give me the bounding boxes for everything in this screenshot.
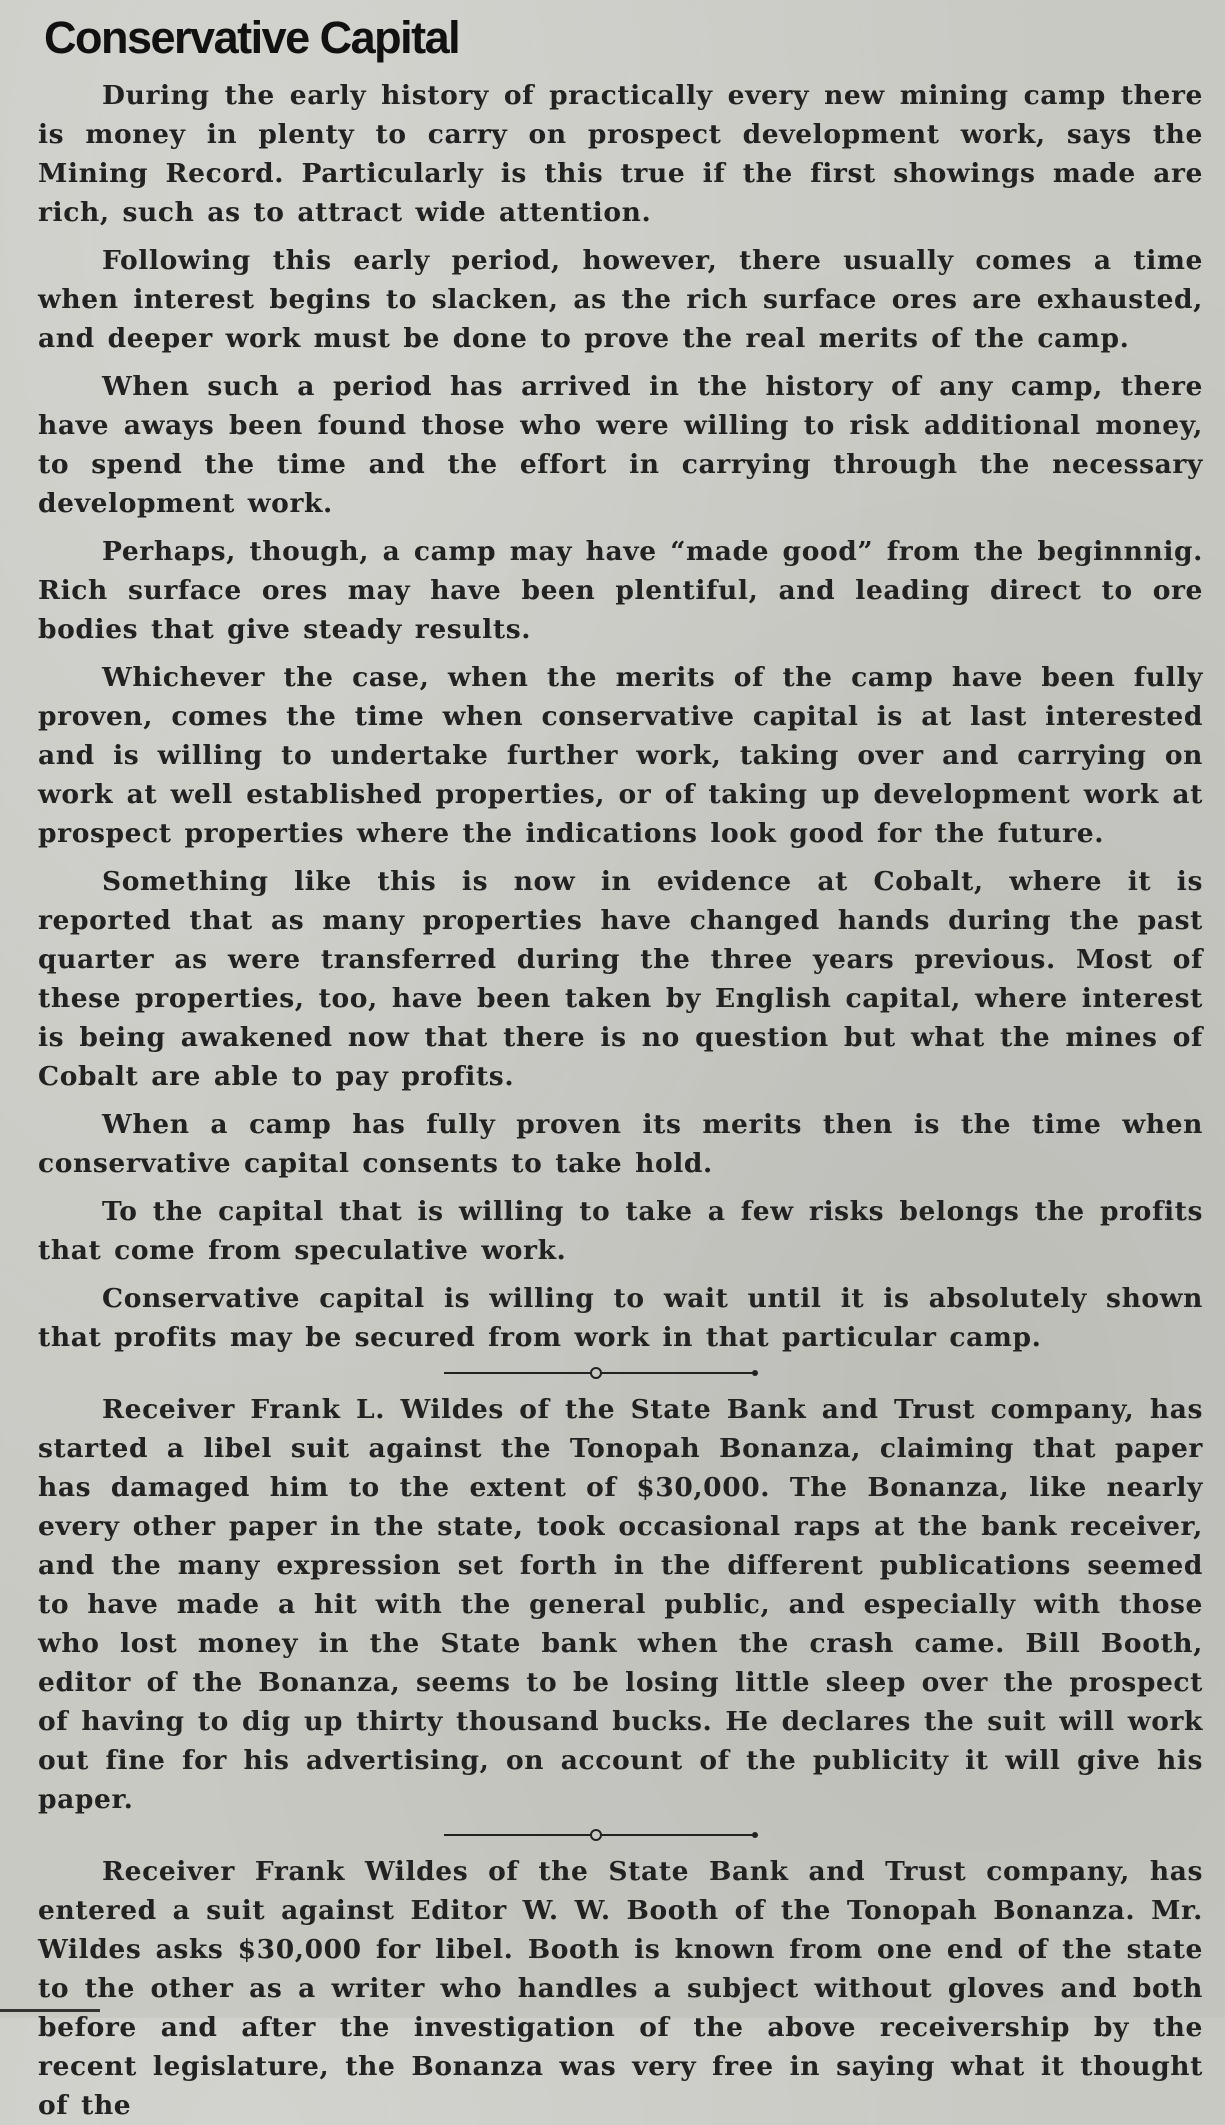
article-body (38, 76, 1203, 2125)
article-paragraph: Conservative capital is willing to wait until it is absolutely shown that profits may be secured from work in that particular camp. (38, 1283, 1203, 1353)
column-edge-rule (0, 2009, 100, 2012)
divider-ornament (590, 1829, 602, 1841)
article-paragraph: During the early history of practically every new mining camp there is money in plenty to carry on prospect development work, says the Mining Record. Particularly is this true if the first showings made are rich, such as to attract wide attention. (38, 80, 1203, 228)
article-paragraph: Perhaps, though, a camp may have “made good” from the beginnnig. Rich surface ores may have been plentiful, and leading direct to ore bodies that give steady results. (38, 536, 1203, 645)
news-item: Receiver Frank Wildes of the State Bank and Trust company, has entered a suit against Editor W. W. Booth of the Tonopah Bonanza. Mr. Wildes asks $30,000 for libel. Booth is known from one end of the state to the other as a writer who handles a subject without gloves and both before and after the investigation of the above receivership by the recent legislature, the Bonanza was very free in saying what it thought of the (38, 1856, 1203, 2121)
divider-ornament (590, 1367, 602, 1379)
article-paragraph: When such a period has arrived in the history of any camp, there have aways been found those who were willing to risk additional money, to spend the time and the effort in carrying through the necessary development work. (38, 371, 1203, 519)
article-paragraph: Something like this is now in evidence at Cobalt, where it is reported that as many properties have changed hands during the past quarter as were transferred during the three years previous. Most of these properties, too, have been taken by English capital, where interest is being awakened now that there is no question but what the mines of Cobalt are able to pay profits. (38, 866, 1203, 1092)
divider-end-dot (752, 1370, 758, 1376)
article-paragraph: When a camp has fully proven its merits then is the time when conservative capital consents to take hold. (38, 1109, 1203, 1179)
article-headline: Conservative Capital (44, 12, 460, 63)
section-divider (444, 1828, 754, 1842)
section-divider (444, 1366, 754, 1380)
news-item: Receiver Frank L. Wildes of the State Bank and Trust company, has started a libel suit against the Tonopah Bonanza, claiming that paper has damaged him to the extent of $30,000. The Bonanza, like nearly every other paper in the state, took occasional raps at the bank receiver, and the many expression set forth in the different publications seemed to have made a hit with the general public, and especially with those who lost money in the State bank when the crash came. Bill Booth, editor of the Bonanza, seems to be losing little sleep over the prospect of having to dig up thirty thousand bucks. He declares the suit will work out fine for his advertising, on account of the publicity it will give his paper. (38, 1394, 1203, 1815)
article-paragraph: Whichever the case, when the merits of the camp have been fully proven, comes the time when conservative capital is at last interested and is willing to undertake further work, taking over and carrying on work at well established properties, or of taking up development work at prospect properties where the indications look good for the future. (38, 662, 1203, 849)
article-paragraph: Following this early period, however, there usually comes a time when interest begins to slacken, as the rich surface ores are exhausted, and deeper work must be done to prove the real merits of the camp. (38, 245, 1203, 354)
article-paragraph: To the capital that is willing to take a few risks belongs the profits that come from speculative work. (38, 1196, 1203, 1266)
divider-end-dot (752, 1832, 758, 1838)
